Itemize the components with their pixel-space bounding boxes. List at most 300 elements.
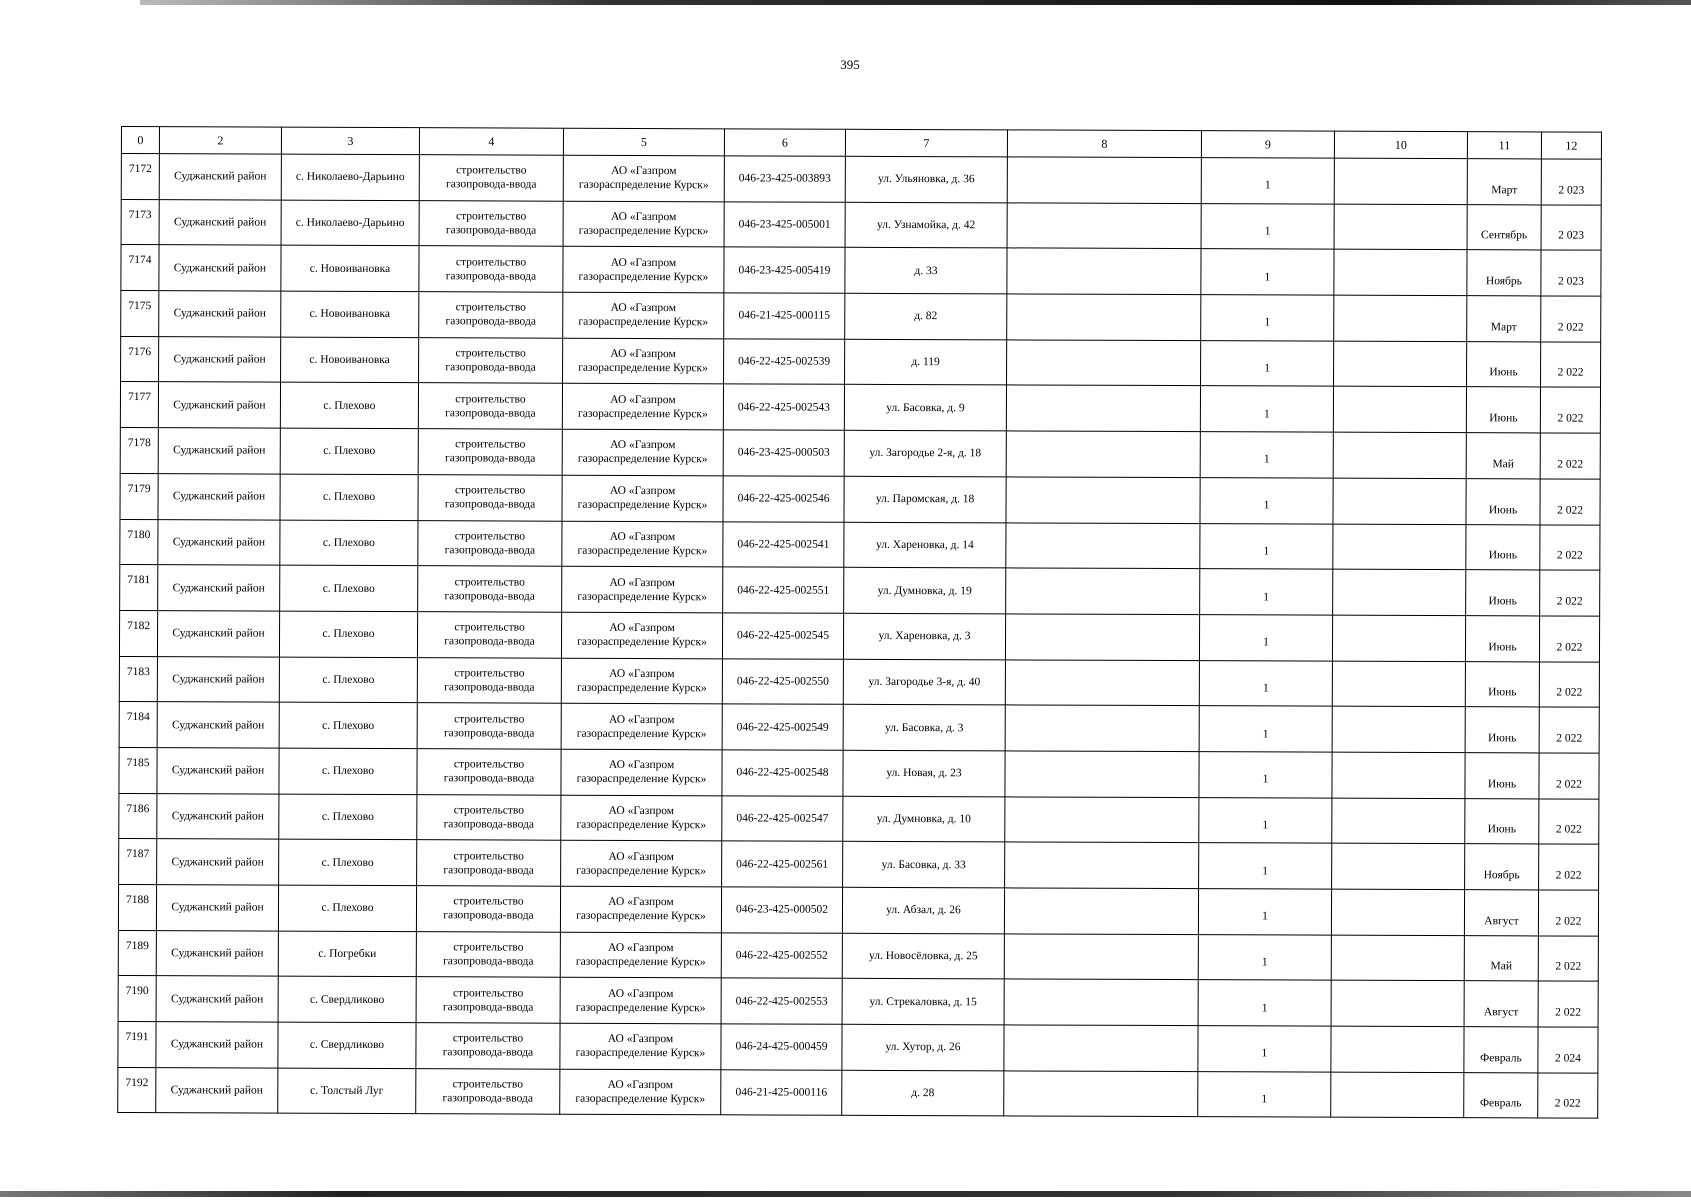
- address-cell-text: д. 33: [914, 264, 938, 277]
- quantity-cell: [1201, 340, 1334, 386]
- work-type-cell-text: строительство: [453, 758, 525, 771]
- empty-cell: [1331, 935, 1464, 981]
- district-cell-text: Суджанский район: [172, 490, 266, 503]
- row-number-text: 7192: [125, 1076, 149, 1089]
- row-number: [118, 1022, 156, 1068]
- district-cell: [158, 565, 280, 611]
- settlement-cell-text: с. Новоивановка: [309, 262, 391, 275]
- year-cell: [1541, 296, 1601, 342]
- object-code-cell-text: 046-21-425-000115: [738, 309, 831, 323]
- year-cell: [1540, 433, 1600, 479]
- organization-cell: [562, 521, 723, 567]
- object-code-cell: [724, 156, 845, 202]
- organization-cell-text: АО «Газпром: [610, 347, 676, 361]
- district-cell: [157, 702, 279, 748]
- district-cell-text: Суджанский район: [173, 353, 266, 366]
- table-row: [118, 976, 1598, 1027]
- work-type-cell: [417, 703, 561, 749]
- organization-cell: [561, 795, 722, 841]
- address-cell-text: ул. Хутор, д. 26: [885, 1041, 961, 1054]
- work-type-cell-text: строительство: [454, 484, 526, 497]
- work-type-cell-text: строительство: [453, 941, 524, 954]
- quantity-cell-text: 1: [1261, 1093, 1268, 1106]
- year-cell-text: 2 022: [1557, 458, 1584, 471]
- year-cell-text: 2 023: [1558, 184, 1585, 197]
- organization-cell-text: газораспределение Курск»: [575, 955, 706, 969]
- month-cell-text: Ноябрь: [1483, 869, 1520, 882]
- settlement-cell: [280, 520, 418, 566]
- empty-cell: [1005, 751, 1199, 797]
- settlement-cell: [281, 200, 419, 246]
- row-number-text: 7173: [128, 208, 152, 221]
- settlement-cell-text: с. Николаево-Дарьино: [295, 216, 405, 230]
- quantity-cell-text: 1: [1262, 865, 1269, 878]
- header-cell: 4: [419, 128, 563, 156]
- work-type-cell-text: строительство: [455, 393, 526, 406]
- settlement-cell: [281, 245, 419, 291]
- year-cell-text: 2 022: [1556, 732, 1583, 745]
- settlement-cell-text: с. Свердликово: [310, 993, 385, 1006]
- work-type-cell-text: строительство: [453, 987, 524, 1000]
- object-code-cell: [723, 476, 844, 522]
- quantity-cell-text: 1: [1264, 271, 1271, 284]
- settlement-cell: [278, 885, 416, 931]
- empty-cell: [1333, 387, 1466, 433]
- district-cell-text: Суджанский район: [172, 536, 266, 549]
- empty-cell: [1333, 432, 1466, 478]
- district-cell-text: Суджанский район: [172, 581, 265, 595]
- organization-cell-text: АО «Газпром: [609, 576, 675, 589]
- object-code-cell: [722, 704, 843, 750]
- object-code-cell-text: 046-22-425-002553: [735, 995, 828, 1008]
- empty-cell-text: [1007, 865, 1196, 866]
- district-cell: [157, 656, 279, 702]
- table-row: [118, 884, 1598, 935]
- empty-cell: [1004, 934, 1198, 980]
- month-cell-text: Август: [1483, 1006, 1519, 1019]
- address-cell: [844, 430, 1006, 476]
- address-cell: [842, 933, 1004, 979]
- district-cell-text: Суджанский район: [172, 718, 265, 732]
- year-cell-text: 2 022: [1556, 686, 1583, 699]
- settlement-cell: [280, 565, 418, 611]
- address-cell-text: д. 28: [911, 1087, 935, 1100]
- month-cell: [1465, 707, 1539, 753]
- empty-cell: [1006, 385, 1200, 431]
- empty-cell: [1006, 522, 1200, 568]
- organization-cell-text: АО «Газпром: [608, 759, 675, 772]
- page-number: 395: [840, 57, 860, 72]
- organization-cell-text: АО «Газпром: [607, 1078, 674, 1092]
- work-type-cell: [419, 292, 563, 338]
- empty-cell: [1334, 250, 1467, 296]
- organization-cell-text: АО «Газпром: [607, 1033, 674, 1046]
- work-type-cell-text: газопровода-ввода: [442, 1000, 534, 1014]
- settlement-cell: [279, 839, 417, 885]
- empty-cell: [1005, 842, 1199, 888]
- empty-cell: [1332, 752, 1465, 798]
- empty-cell-text: [1009, 454, 1198, 455]
- year-cell: [1541, 342, 1601, 388]
- address-cell: [843, 842, 1005, 888]
- row-number: [120, 565, 158, 611]
- work-type-cell: [417, 657, 561, 703]
- empty-cell-text: [1009, 317, 1198, 318]
- empty-cell-text: [1009, 363, 1198, 364]
- month-cell-text: Ноябрь: [1485, 275, 1522, 288]
- address-cell: [845, 339, 1007, 385]
- address-cell: [842, 1070, 1004, 1116]
- year-cell-text: 2 022: [1554, 1097, 1581, 1111]
- year-cell-text: 2 023: [1558, 229, 1585, 242]
- empty-cell: [1004, 1025, 1198, 1071]
- row-number: [119, 702, 157, 748]
- header-cell: 9: [1201, 131, 1334, 159]
- address-cell: [845, 202, 1007, 248]
- row-number: [121, 154, 159, 200]
- quantity-cell: [1201, 158, 1334, 204]
- district-cell: [159, 291, 281, 337]
- month-cell: [1464, 890, 1538, 936]
- month-cell-text: Сентябрь: [1481, 229, 1528, 242]
- settlement-cell: [279, 657, 417, 703]
- table-row: [120, 519, 1600, 570]
- row-number: [119, 839, 157, 885]
- work-type-cell: [416, 886, 560, 932]
- empty-cell: [1331, 981, 1464, 1027]
- settlement-cell: [281, 337, 419, 383]
- object-code-cell: [722, 750, 843, 796]
- month-cell: [1466, 433, 1540, 479]
- month-cell: [1465, 753, 1539, 799]
- quantity-cell: [1200, 432, 1333, 478]
- work-type-cell: [417, 840, 561, 886]
- object-code-cell: [721, 1024, 842, 1070]
- quantity-cell: [1198, 1071, 1331, 1117]
- object-code-cell-text: 046-22-425-002547: [736, 812, 829, 825]
- work-type-cell-text: строительство: [454, 575, 525, 589]
- address-cell-text: ул. Загородье 2-я, д. 18: [869, 447, 982, 460]
- header-cell: 8: [1007, 130, 1201, 158]
- settlement-cell-text: с. Плехово: [322, 719, 375, 732]
- quantity-cell: [1199, 797, 1332, 843]
- work-type-cell-text: строительство: [454, 621, 525, 634]
- table-row: [119, 793, 1599, 844]
- month-cell-text: Февраль: [1479, 1097, 1522, 1110]
- district-cell: [156, 930, 278, 976]
- work-type-cell: [417, 794, 561, 840]
- table-body: [118, 154, 1602, 1119]
- empty-cell-text: [1008, 682, 1197, 683]
- empty-cell: [1332, 798, 1465, 844]
- address-cell: [842, 887, 1004, 933]
- empty-cell: [1007, 294, 1201, 340]
- settlement-cell: [279, 794, 417, 840]
- quantity-cell-text: 1: [1263, 590, 1270, 603]
- row-number-text: 7182: [127, 619, 151, 632]
- settlement-cell-text: с. Николаево-Дарьино: [295, 171, 405, 184]
- year-cell-text: 2 022: [1555, 1006, 1582, 1019]
- month-cell: [1465, 844, 1539, 890]
- settlement-cell: [278, 931, 416, 977]
- empty-cell: [1007, 157, 1201, 203]
- quantity-cell-text: 1: [1264, 362, 1270, 375]
- organization-cell: [560, 978, 721, 1024]
- organization-cell-text: АО «Газпром: [611, 165, 677, 178]
- empty-cell: [1333, 569, 1466, 615]
- row-number: [120, 382, 158, 428]
- month-cell-text: Август: [1484, 914, 1519, 928]
- row-number-text: 7181: [127, 574, 151, 587]
- work-type-cell-text: газопровода-ввода: [446, 178, 537, 191]
- organization-cell-text: АО «Газпром: [610, 393, 676, 406]
- year-cell-text: 2 022: [1556, 549, 1583, 562]
- settlement-cell-text: с. Новоивановка: [309, 353, 390, 367]
- settlement-cell: [278, 976, 416, 1022]
- empty-cell: [1334, 158, 1467, 204]
- object-code-cell: [723, 567, 844, 613]
- district-cell: [157, 839, 279, 885]
- empty-cell-text: [1008, 591, 1197, 592]
- quantity-cell-text: 1: [1263, 453, 1270, 466]
- object-code-cell: [721, 887, 842, 933]
- empty-cell: [1004, 979, 1198, 1025]
- district-cell-text: Суджанский район: [173, 398, 266, 412]
- empty-cell-text: [1010, 180, 1199, 181]
- quantity-cell-text: 1: [1264, 179, 1271, 192]
- year-cell-text: 2 023: [1557, 275, 1584, 288]
- settlement-cell-text: с. Плехово: [321, 856, 374, 869]
- year-cell-text: 2 022: [1557, 504, 1583, 517]
- table-row: [120, 382, 1600, 433]
- quantity-cell: [1201, 203, 1334, 249]
- header-cell: 6: [724, 129, 845, 156]
- address-cell-text: ул. Думновка, д. 10: [876, 812, 971, 826]
- object-code-cell-text: 046-24-425-000459: [735, 1040, 828, 1054]
- address-cell-text: ул. Абзал, д. 26: [886, 904, 961, 917]
- work-type-cell-text: газопровода-ввода: [443, 863, 534, 877]
- row-number: [119, 747, 157, 793]
- work-type-cell-text: строительство: [452, 1032, 524, 1045]
- organization-cell-text: АО «Газпром: [608, 896, 674, 909]
- month-cell-text: Май: [1490, 960, 1513, 973]
- work-type-cell: [419, 246, 563, 292]
- quantity-cell: [1198, 934, 1331, 980]
- quantity-cell: [1200, 523, 1333, 569]
- district-cell-text: Суджанский район: [172, 673, 265, 686]
- settlement-cell-text: с. Новоивановка: [309, 308, 391, 321]
- district-cell: [157, 748, 279, 794]
- row-number-text: 7176: [128, 345, 152, 358]
- work-type-cell-text: газопровода-ввода: [444, 635, 535, 648]
- empty-cell: [1331, 889, 1464, 935]
- row-number: [120, 473, 158, 519]
- row-number: [120, 519, 158, 565]
- year-cell: [1540, 387, 1600, 433]
- month-cell-text: Июнь: [1489, 412, 1518, 425]
- row-number-text: 7191: [125, 1031, 149, 1044]
- district-cell: [158, 382, 280, 428]
- settlement-cell: [280, 428, 418, 474]
- year-cell: [1539, 799, 1599, 845]
- empty-cell-text: [1009, 408, 1198, 409]
- work-type-cell-text: строительство: [455, 256, 527, 269]
- work-type-cell: [419, 337, 563, 383]
- organization-cell-text: АО «Газпром: [607, 987, 674, 1000]
- empty-cell: [1333, 524, 1466, 570]
- work-type-cell-text: газопровода-ввода: [442, 1092, 533, 1105]
- row-number: [120, 428, 158, 474]
- year-cell: [1540, 570, 1600, 616]
- address-cell: [842, 1024, 1004, 1070]
- address-cell: [844, 522, 1006, 568]
- object-code-cell-text: 046-22-425-002539: [738, 355, 831, 368]
- header-cell: 7: [845, 129, 1007, 157]
- organization-cell-text: АО «Газпром: [610, 439, 676, 452]
- address-cell: [843, 796, 1005, 842]
- year-cell: [1541, 159, 1601, 205]
- table-row: [121, 291, 1601, 342]
- object-code-cell: [722, 841, 843, 887]
- work-type-cell-text: газопровода-ввода: [445, 315, 536, 329]
- table-row: [120, 565, 1600, 616]
- row-number-text: 7189: [125, 939, 149, 952]
- empty-cell: [1006, 431, 1200, 477]
- work-type-cell-text: газопровода-ввода: [445, 361, 536, 374]
- organization-cell: [562, 475, 723, 521]
- object-code-cell: [721, 978, 842, 1024]
- organization-cell: [561, 703, 722, 749]
- month-cell: [1465, 661, 1539, 707]
- work-type-cell-text: строительство: [454, 530, 526, 543]
- quantity-cell-text: 1: [1262, 819, 1269, 832]
- year-cell: [1539, 753, 1599, 799]
- district-cell-text: Суджанский район: [171, 947, 264, 960]
- month-cell-text: Июнь: [1488, 686, 1517, 699]
- work-type-cell-text: газопровода-ввода: [443, 955, 534, 968]
- table-row: [121, 199, 1601, 250]
- year-cell-text: 2 022: [1555, 960, 1582, 973]
- address-cell: [844, 567, 1006, 613]
- empty-cell: [1005, 797, 1199, 843]
- work-type-cell-text: строительство: [454, 667, 525, 680]
- organization-cell-text: АО «Газпром: [609, 622, 675, 635]
- organization-cell-text: АО «Газпром: [608, 713, 675, 726]
- year-cell: [1540, 524, 1600, 570]
- quantity-cell: [1198, 980, 1331, 1026]
- empty-cell: [1334, 204, 1467, 250]
- address-cell: [843, 750, 1005, 796]
- object-code-cell-text: 046-22-425-002550: [736, 675, 829, 688]
- object-code-cell: [723, 384, 844, 430]
- work-type-cell-text: газопровода-ввода: [443, 726, 535, 740]
- work-type-cell: [418, 383, 562, 429]
- month-cell-text: Июнь: [1489, 366, 1518, 379]
- address-cell: [844, 385, 1006, 431]
- table-row: [119, 610, 1599, 661]
- organization-cell-text: газораспределение Курск»: [576, 773, 707, 786]
- month-cell: [1466, 478, 1540, 524]
- object-code-cell: [724, 247, 845, 293]
- settlement-cell: [281, 154, 419, 200]
- month-cell: [1467, 341, 1541, 387]
- object-code-cell-text: 046-23-425-005001: [738, 218, 831, 231]
- organization-cell-text: газораспределение Курск»: [575, 1092, 706, 1106]
- quantity-cell: [1201, 295, 1334, 341]
- work-type-cell: [417, 612, 561, 658]
- quantity-cell: [1200, 569, 1333, 615]
- address-cell-text: ул. Загородье 3-я, д. 40: [868, 675, 981, 689]
- empty-cell-text: [1007, 1002, 1196, 1003]
- year-cell: [1539, 616, 1599, 662]
- empty-cell: [1007, 203, 1201, 249]
- work-type-cell: [418, 566, 562, 612]
- district-cell-text: Суджанский район: [170, 1038, 264, 1051]
- settlement-cell-text: с. Плехово: [322, 627, 375, 641]
- table-row: [121, 154, 1601, 205]
- organization-cell-text: газораспределение Курск»: [576, 727, 707, 740]
- empty-cell: [1004, 888, 1198, 934]
- header-cell: 5: [563, 128, 724, 156]
- table-row: [120, 428, 1600, 479]
- district-cell-text: Суджанский район: [170, 1084, 263, 1097]
- work-type-cell: [418, 474, 562, 520]
- quantity-cell-text: 1: [1263, 636, 1269, 649]
- organization-cell: [560, 1023, 721, 1069]
- organization-cell-text: газораспределение Курск»: [578, 179, 709, 192]
- organization-cell: [561, 841, 722, 887]
- table-row: [118, 930, 1598, 981]
- settlement-cell-text: с. Плехово: [322, 582, 375, 595]
- organization-cell-text: АО «Газпром: [610, 302, 677, 315]
- address-cell: [842, 979, 1004, 1025]
- year-cell: [1541, 250, 1601, 296]
- organization-cell-text: АО «Газпром: [608, 941, 674, 955]
- work-type-cell-text: газопровода-ввода: [445, 224, 537, 237]
- organization-cell-text: газораспределение Курск»: [577, 453, 708, 466]
- quantity-cell: [1200, 386, 1333, 432]
- object-code-cell: [724, 339, 845, 385]
- address-cell: [843, 613, 1005, 659]
- empty-cell-text: [1006, 1094, 1195, 1095]
- year-cell-text: 2 022: [1556, 778, 1582, 791]
- object-code-cell-text: 046-23-425-000502: [735, 903, 829, 917]
- settlement-cell: [280, 474, 418, 520]
- row-number-text: 7179: [127, 482, 151, 495]
- organization-cell-text: АО «Газпром: [609, 485, 676, 498]
- month-cell-text: Июнь: [1487, 732, 1517, 745]
- scan-edge-top: [140, 0, 1691, 5]
- settlement-cell: [279, 611, 417, 657]
- address-cell: [845, 156, 1007, 202]
- organization-cell: [562, 384, 723, 430]
- object-code-cell: [724, 202, 845, 248]
- object-code-cell-text: 046-22-425-002552: [735, 949, 828, 962]
- address-cell: [845, 293, 1007, 339]
- work-type-cell: [416, 1023, 560, 1069]
- settlement-cell-text: с. Плехово: [321, 765, 375, 778]
- address-cell-text: ул. Думновка, д. 19: [877, 584, 972, 597]
- district-cell-text: Суджанский район: [173, 444, 266, 458]
- settlement-cell: [281, 291, 419, 337]
- address-cell-text: ул. Басовка, д. 9: [886, 401, 965, 415]
- empty-cell: [1005, 659, 1199, 705]
- row-number-text: 7174: [128, 254, 152, 267]
- quantity-cell: [1199, 615, 1332, 661]
- work-type-cell-text: строительство: [455, 347, 526, 360]
- month-cell: [1467, 296, 1541, 342]
- address-cell-text: ул. Стрекаловка, д. 15: [869, 995, 977, 1009]
